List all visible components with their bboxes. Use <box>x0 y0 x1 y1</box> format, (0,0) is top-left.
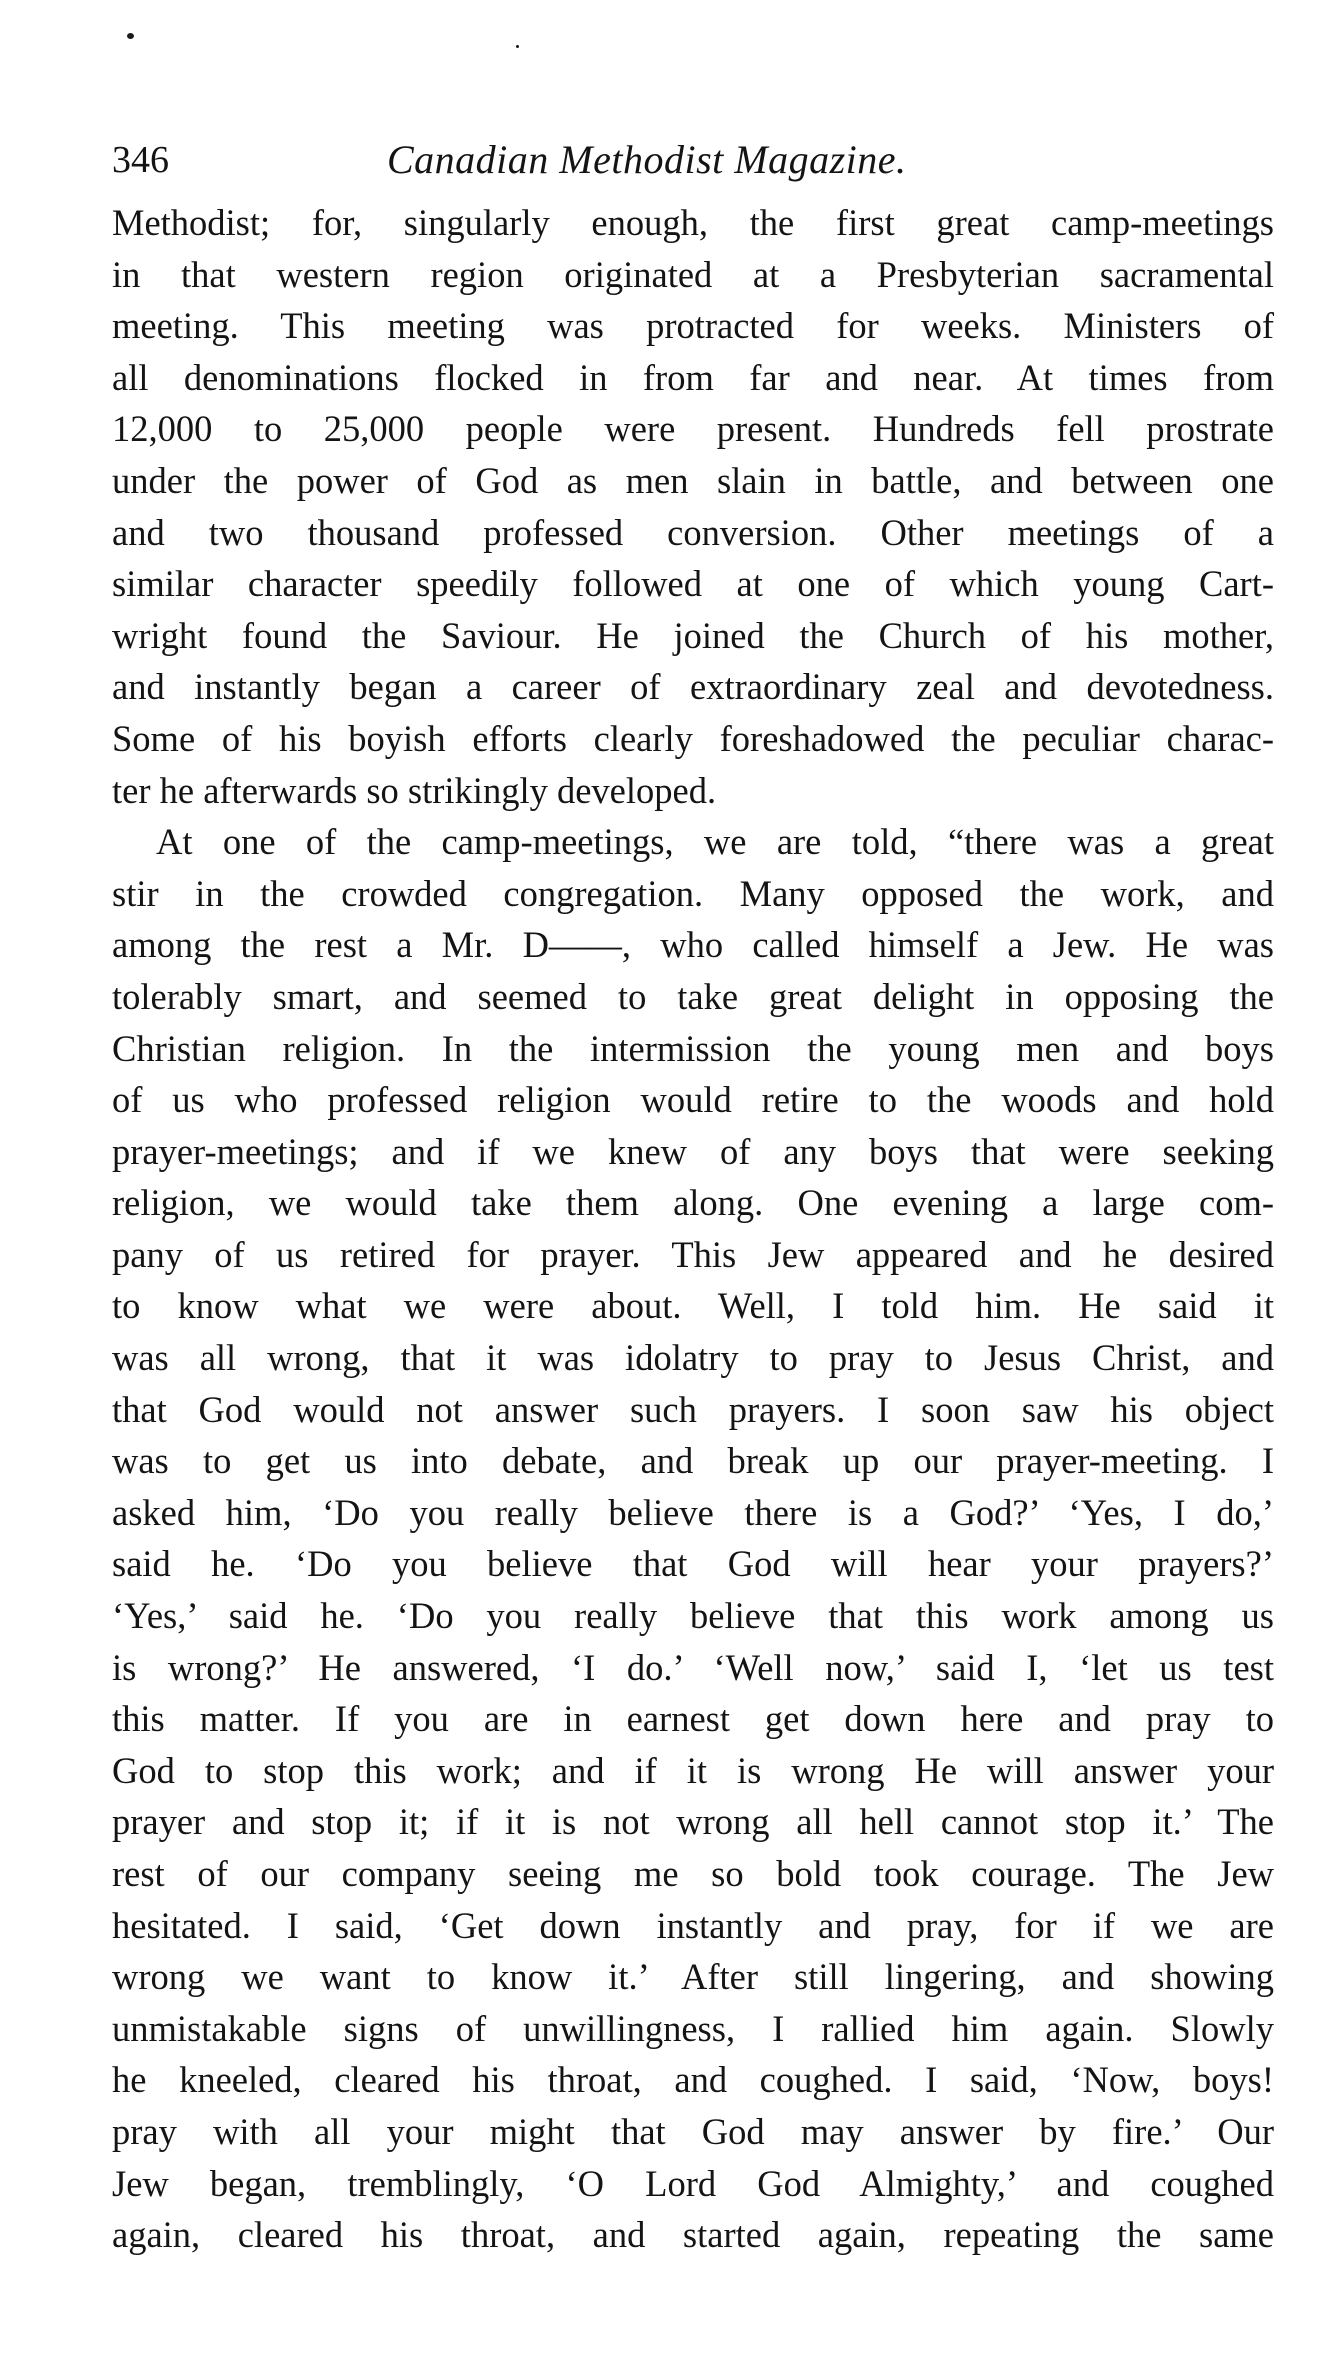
text-line: meeting. This meeting was protracted for weeks. Ministers of <box>112 305 1274 347</box>
text-line: again, cleared his throat, and started again, repeating the same <box>112 2214 1274 2256</box>
text-line: under the power of God as men slain in battle, and between one <box>112 459 1274 501</box>
text-line: hesitated. I said, ‘Get down instantly and pray, for if we are <box>112 1904 1274 1946</box>
text-line: all denominations flocked in from far and near. At times from <box>112 356 1274 398</box>
book-page <box>112 135 1274 2261</box>
text-line: that God would not answer such prayers. I soon saw his object <box>112 1388 1274 1430</box>
text-line: Methodist; for, singularly enough, the first great camp-meetings <box>112 202 1274 243</box>
text-line: pany of us retired for prayer. This Jew appeared and he desired <box>112 1233 1274 1275</box>
running-head <box>112 135 1274 195</box>
text-line: he kneeled, cleared his throat, and coughed. I said, ‘Now, boys! <box>112 2059 1274 2101</box>
paragraph-1 <box>112 197 1274 816</box>
text-line: this matter. If you are in earnest get down here and pray to <box>112 1698 1274 1740</box>
text-line: 12,000 to 25,000 people were present. Hundreds fell prostrate <box>112 408 1274 450</box>
text-line: was to get us into debate, and break up our prayer-meeting. I <box>112 1440 1274 1482</box>
text-line: Some of his boyish efforts clearly foreshadowed the peculiar charac- <box>112 717 1274 759</box>
text-line: among the rest a Mr. D——, who called himself a Jew. He was <box>112 924 1274 966</box>
text-line: At one of the camp-meetings, we are told, “there was a great <box>156 821 1274 863</box>
text-line: God to stop this work; and if it is wrong He will answer your <box>112 1749 1274 1791</box>
magazine-title: Canadian Methodist Magazine. <box>387 137 907 182</box>
text-line: religion, we would take them along. One evening a large com- <box>112 1182 1274 1224</box>
text-line: stir in the crowded congregation. Many opposed the work, and <box>112 872 1274 914</box>
text-line: in that western region originated at a Presbyterian sacramental <box>112 253 1274 295</box>
text-line: rest of our company seeing me so bold took courage. The Jew <box>112 1853 1274 1894</box>
text-line: to know what we were about. Well, I told him. He said it <box>112 1285 1274 1327</box>
page-number: 346 <box>112 139 169 181</box>
text-line: is wrong?’ He answered, ‘I do.’ ‘Well now,’ said I, ‘let us test <box>112 1646 1274 1688</box>
scan-speck <box>127 33 134 39</box>
text-line: prayer-meetings; and if we knew of any boys that were seeking <box>112 1130 1274 1172</box>
text-line: asked him, ‘Do you really believe there is a God?’ ‘Yes, I do,’ <box>112 1491 1274 1533</box>
text-line: Jew began, tremblingly, ‘O Lord God Almighty,’ and coughed <box>112 2162 1274 2204</box>
text-line: ‘Yes,’ said he. ‘Do you really believe that this work among us <box>112 1595 1274 1637</box>
text-line: and instantly began a career of extraordinary zeal and devotedness. <box>112 666 1274 708</box>
paragraph-2 <box>112 816 1274 2261</box>
body-text <box>112 197 1274 2261</box>
scan-speck <box>516 45 519 48</box>
text-line: similar character speedily followed at one of which young Cart- <box>112 563 1274 605</box>
text-line: of us who professed religion would retire to the woods and hold <box>112 1079 1274 1121</box>
text-line: Christian religion. In the intermission the young men and boys <box>112 1027 1274 1069</box>
text-line: said he. ‘Do you believe that God will hear your prayers?’ <box>112 1543 1274 1585</box>
text-line: and two thousand professed conversion. Other meetings of a <box>112 511 1274 553</box>
text-line: tolerably smart, and seemed to take great delight in opposing the <box>112 975 1274 1017</box>
text-line: prayer and stop it; if it is not wrong all hell cannot stop it.’ The <box>112 1801 1274 1843</box>
text-line: wrong we want to know it.’ After still lingering, and showing <box>112 1956 1274 1998</box>
text-line: wright found the Saviour. He joined the Church of his mother, <box>112 614 1274 656</box>
text-line: ter he afterwards so strikingly developed. <box>112 769 717 811</box>
text-line: pray with all your might that God may answer by fire.’ Our <box>112 2110 1274 2152</box>
text-line: unmistakable signs of unwillingness, I rallied him again. Slowly <box>112 2007 1274 2049</box>
text-line: was all wrong, that it was idolatry to pray to Jesus Christ, and <box>112 1337 1274 1379</box>
